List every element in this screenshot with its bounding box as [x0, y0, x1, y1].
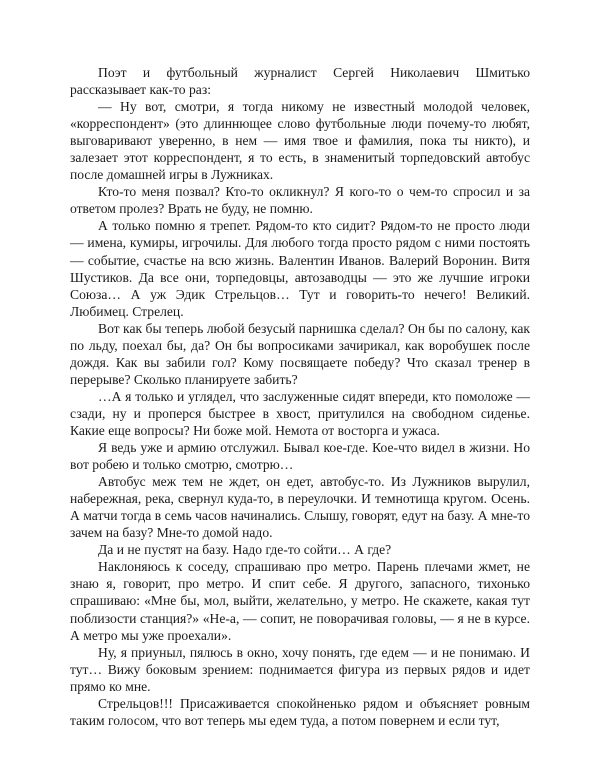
- paragraph-9: Да и не пустят на базу. Надо где-то сойти… А где?: [98, 542, 392, 558]
- paragraph-10: Наклоняюсь к соседу, спрашиваю про метро. Парень плечами жмет, не знаю я, говорит, про метро. И спит себе. Я другого, запасного, тихонько спрашиваю: «Мне бы, мол, выйти, желательно, у метро. Не скажете, какая тут поблизости станция?» «Не-а, — сопит, не поворачивая головы, — я не в курсе. А метро мы уже проехали».: [70, 559, 530, 643]
- document-page: [70, 64, 530, 729]
- paragraph-12: Стрельцов!!! Присаживается спокойненько рядом и объясняет ровным таким голосом, что вот теперь мы едем туда, а потом повернем и если тут,: [70, 695, 530, 728]
- paragraph-3: Кто-то меня позвал? Кто-то окликнул? Я кого-то о чем-то спросил и за ответом пролез? Врать не буду, не помню.: [70, 184, 530, 217]
- paragraph-2: — Ну вот, смотри, я тогда никому не известный молодой человек, «корреспондент» (это длиннющее слово футбольные люди почему-то любят, выговаривают уверенно, в нем — имя твое и фамилия, пока ты никто), и залезает этот корреспондент, я то есть, в знаменитый торпедовский автобус после домашней игры в Лужниках.: [70, 99, 530, 183]
- paragraph-6: …А я только и углядел, что заслуженные сидят впереди, кто помоложе — сзади, ну и проперся быстрее в хвост, притулился на свободном сиденье. Какие еще вопросы? Ни боже мой. Немота от восторга и ужаса.: [70, 388, 530, 438]
- paragraph-4: А только помню я трепет. Рядом-то кто сидит? Рядом-то не просто люди — имена, кумиры, игрочилы. Для любого тогда просто рядом с ними постоять — событие, счастье на всю жизнь. Валентин Иванов. Валерий Воронин. Витя Шустиков. Да все они, торпедовцы, автозаводцы — это же лучшие игроки Союза… А уж Эдик Стрельцов… Тут и говорить-то нечего! Великий. Любимец. Стрелец.: [70, 218, 530, 319]
- paragraph-5: Вот как бы теперь любой безусый парнишка сделал? Он бы по салону, как по льду, поехал бы, да? Он бы вопросиками зачирикал, как воробушек после дождя. Как вы забили гол? Кому посвящаете победу? Что сказал тренер в перерыве? Сколько планируете забить?: [70, 320, 530, 387]
- paragraph-1: Поэт и футбольный журналист Сергей Николаевич Шмитько рассказывает как-то раз:: [70, 65, 530, 98]
- paragraph-7: Я ведь уже и армию отслужил. Бывал кое-где. Кое-что видел в жизни. Но вот робею и только смотрю, смотрю…: [70, 440, 530, 473]
- paragraph-8: Автобус меж тем не ждет, он едет, автобус-то. Из Лужников вырулил, набережная, река, свернул куда-то, в переулочки. И темнотища кругом. Осень. А матчи тогда в семь часов начинались. Слышу, говорят, едут на базу. А мне-то зачем на базу? Мне-то домой надо.: [70, 474, 530, 541]
- paragraph-11: Ну, я приуныл, пялюсь в окно, хочу понять, где едем — и не понимаю. И тут… Вижу боковым зрением: поднимается фигура из первых рядов и идет прямо ко мне.: [70, 644, 530, 694]
